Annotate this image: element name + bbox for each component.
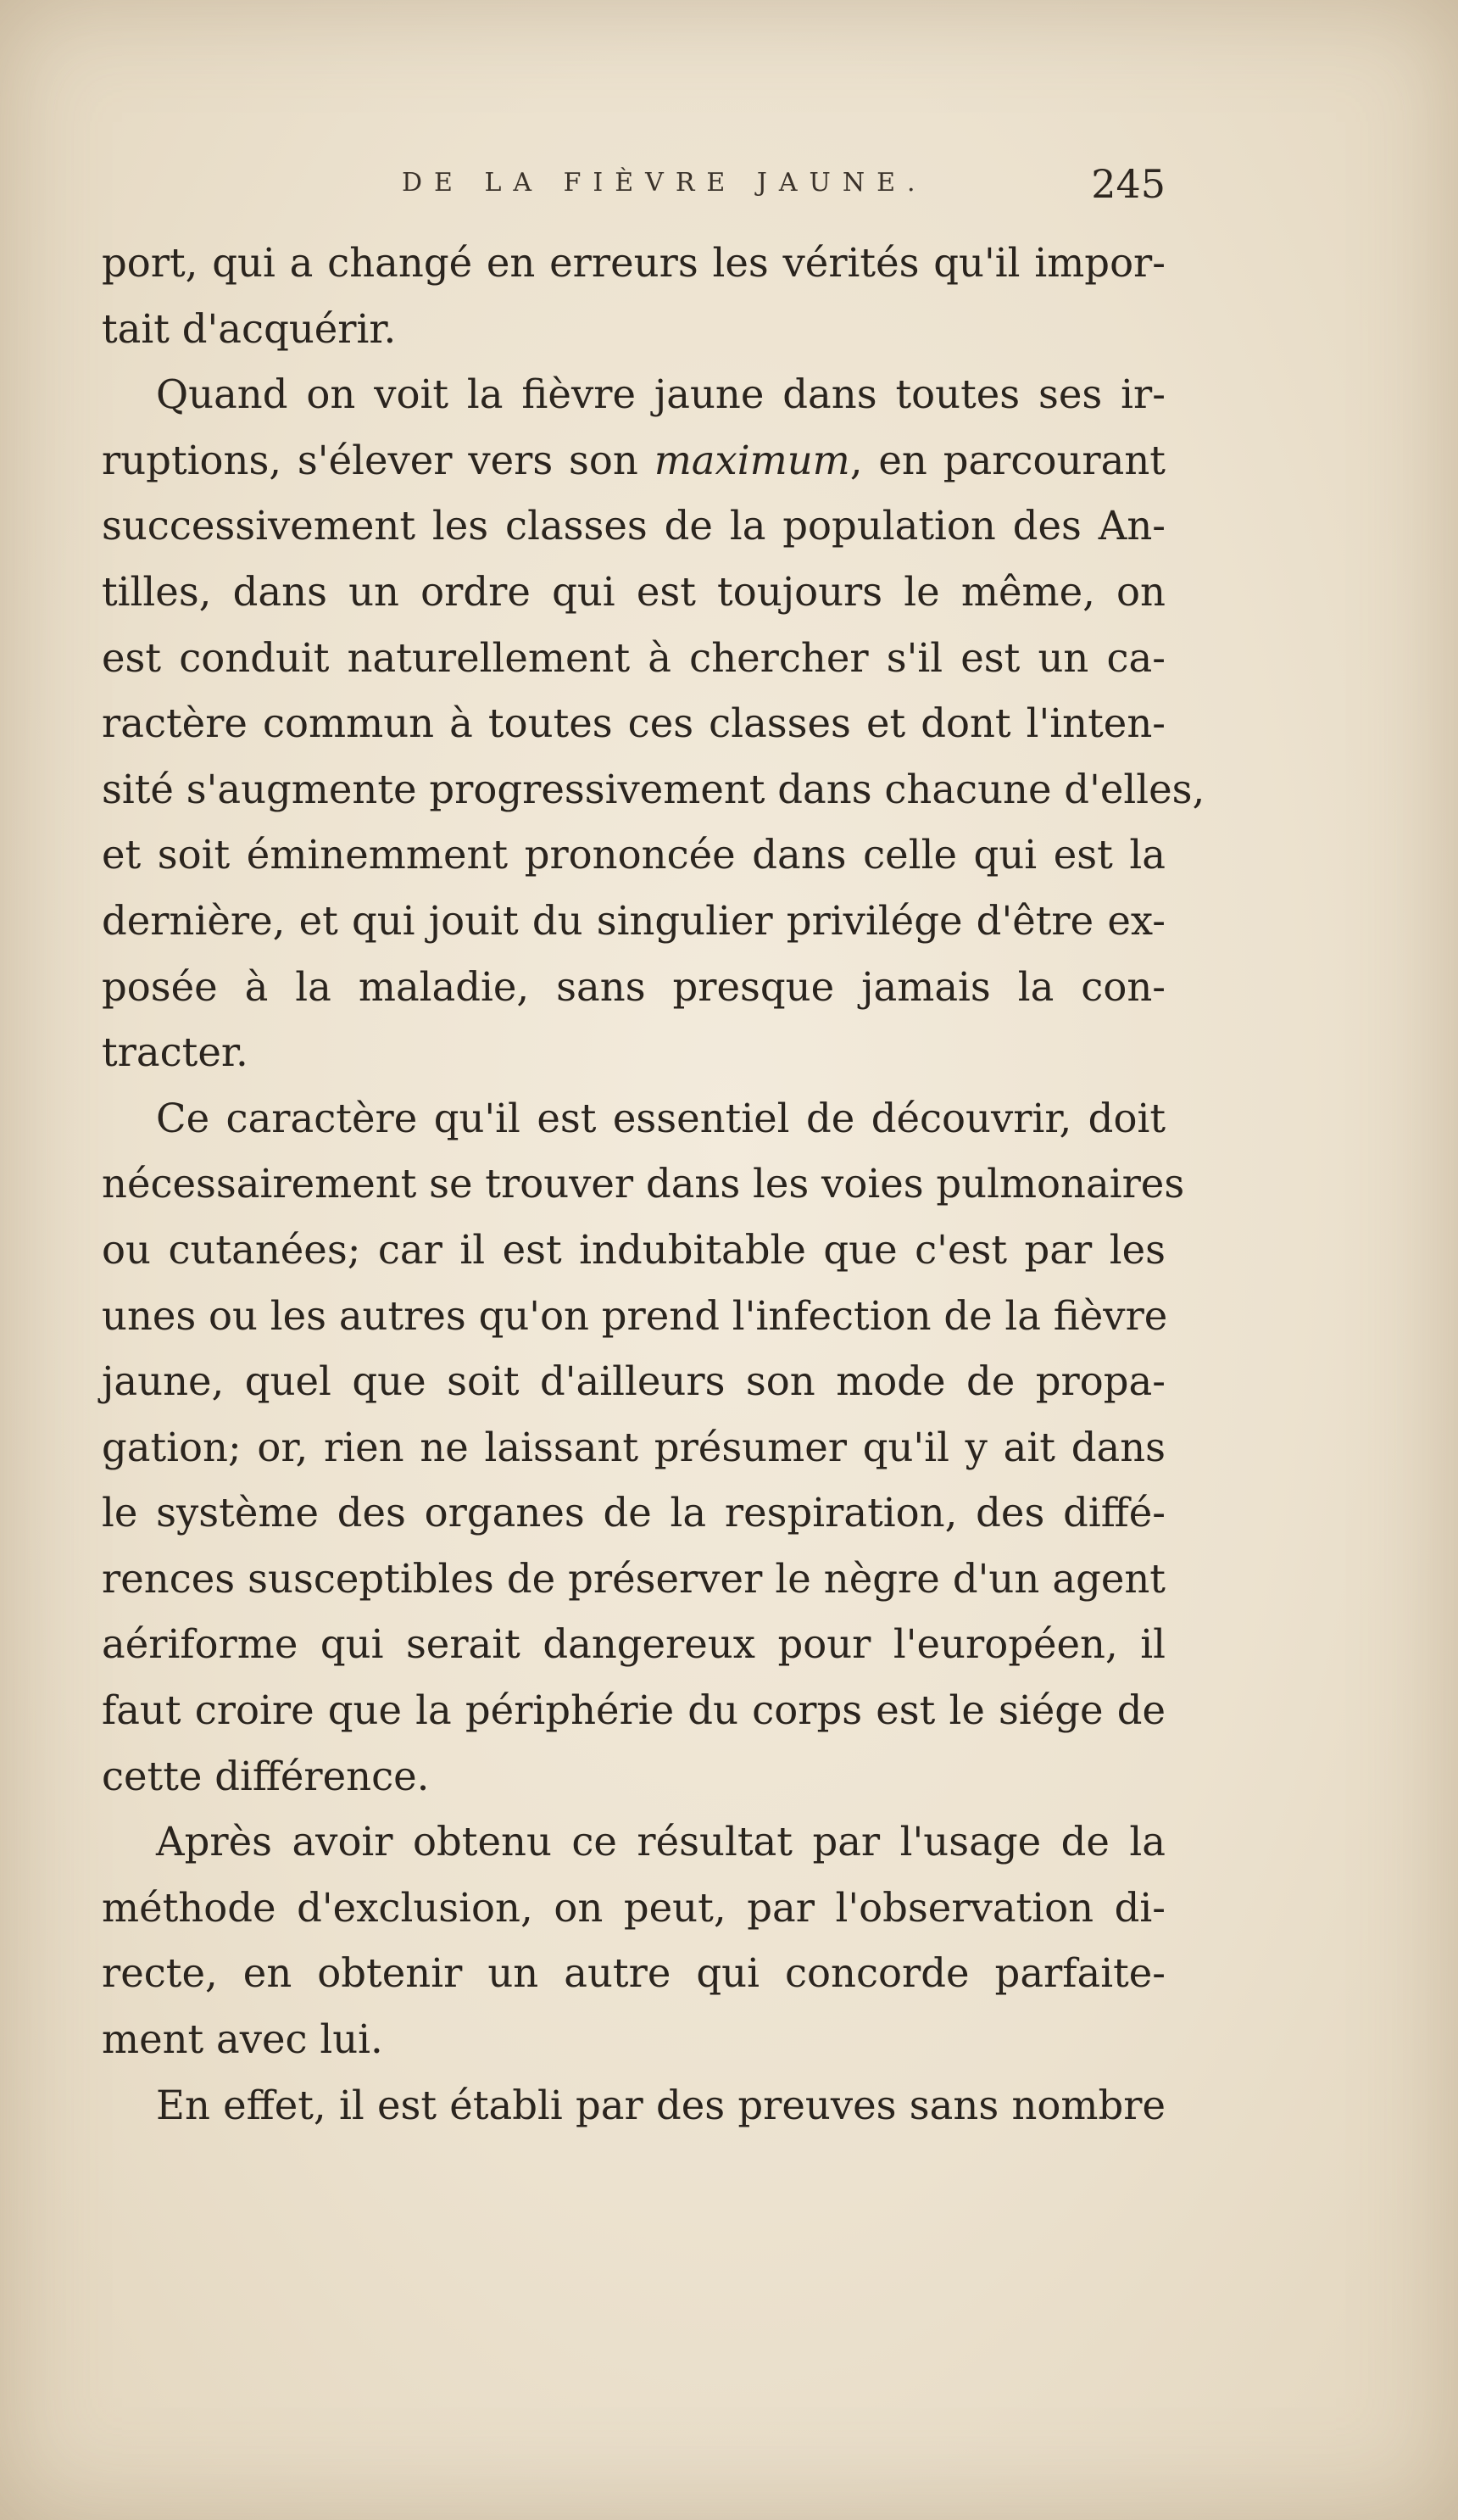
text-line: jaune, quel que soit d'ailleurs son mode de propa- [102,1358,1166,1405]
paragraph-2 [102,362,1205,1086]
text-line: Après avoir obtenu ce résultat par l'usage de la [156,1819,1166,1865]
text-line: sité s'augmente progressivement dans chacune d'elles, [102,766,1205,812]
body-text [102,231,1205,2138]
text-line: En effet, il est établi par des preuves sans nombre [156,2082,1166,2128]
text-line: Quand on voit la fièvre jaune dans toutes ses ir- [156,371,1166,418]
text-line: méthode d'exclusion, on peut, par l'observation di- [102,1884,1166,1931]
text-line: ractère commun à toutes ces classes et dont l'inten- [102,700,1166,747]
text-line: et soit éminemment prononcée dans celle qui est la [102,832,1166,878]
text-line: nécessairement se trouver dans les voies pulmonaires [102,1161,1185,1207]
paragraph-5 [102,2073,1166,2139]
text-line: posée à la maladie, sans presque jamais la con- [102,963,1166,1010]
text-line: est conduit naturellement à chercher s'il est un ca- [102,634,1166,681]
italic-term: maximum [654,437,850,483]
page-number: 245 [1091,161,1166,207]
paragraph-4 [102,1809,1166,2072]
text-line: tracter. [102,1029,248,1076]
text-line: Ce caractère qu'il est essentiel de découvrir, doit [156,1095,1166,1141]
text-line: ruptions, s'élever vers son maximum, en parcourant [102,437,1166,483]
text-line: port, qui a changé en erreurs les vérités qu'il impor- [102,240,1166,286]
text-line: ou cutanées; car il est indubitable que c'est par les [102,1226,1166,1273]
text-line: unes ou les autres qu'on prend l'infection de la fièvre [102,1292,1168,1339]
paragraph-3 [102,1086,1185,1810]
running-title: DE LA FIÈVRE JAUNE. [402,168,927,198]
text-line: rences susceptibles de préserver le nègre d'un agent [102,1555,1166,1602]
text-line: le système des organes de la respiration, des diffé- [102,1490,1166,1536]
text-line: successivement les classes de la population des An- [102,503,1166,549]
text-line: ment avec lui. [102,2016,383,2063]
text-line: dernière, et qui jouit du singulier privilége d'être ex- [102,897,1166,944]
text-line: faut croire que la périphérie du corps est le siége de [102,1687,1166,1734]
text-line: recte, en obtenir un autre qui concorde parfaite- [102,1950,1166,1997]
running-head [112,161,1166,212]
paragraph-1 [102,231,1166,362]
text-line: gation; or, rien ne laissant présumer qu'il y ait dans [102,1424,1166,1470]
text-line: cette différence. [102,1753,430,1799]
text-line: aériforme qui serait dangereux pour l'européen, il [102,1621,1166,1668]
text-line: tait d'acquérir. [102,305,397,352]
text-line: tilles, dans un ordre qui est toujours le même, on [102,568,1166,615]
